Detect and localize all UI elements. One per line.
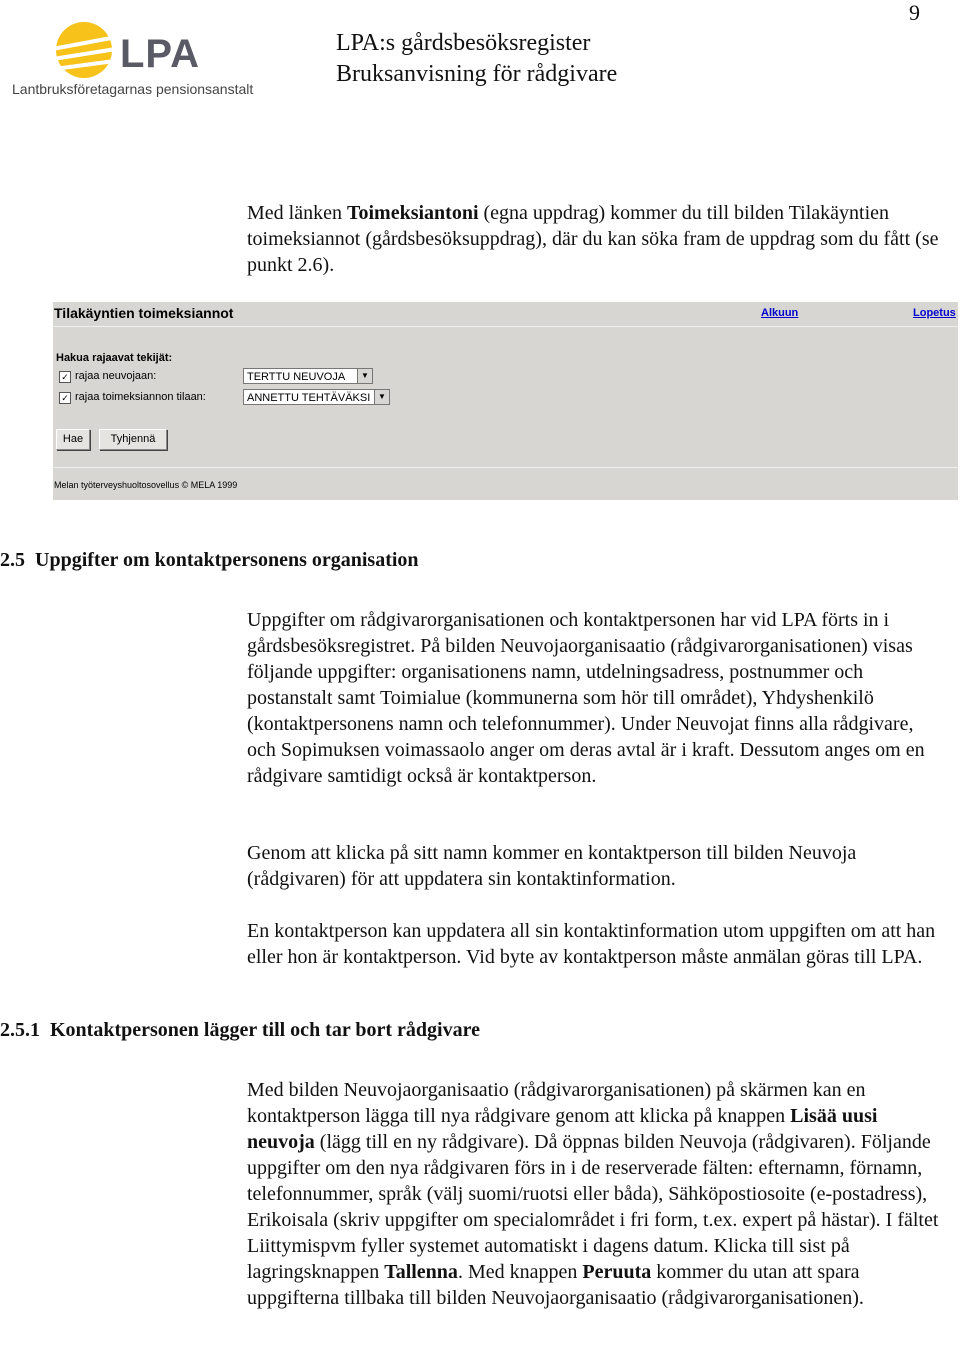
status-select[interactable]: ANNETTU TEHTÄVÄKSI ▼ (243, 389, 390, 405)
tallenna-term: Tallenna (384, 1261, 458, 1283)
chevron-down-icon: ▼ (374, 390, 389, 404)
screen-title: Tilakäyntien toimeksiannot (54, 305, 234, 321)
section-2-5-paragraph-2: Genom att klicka på sitt namn kommer en kontaktperson till bilden Neuvoja (rådgivaren) för att uppdatera sin kontaktinformation. (247, 842, 857, 890)
section-2-5-heading: 2.5 Uppgifter om kontaktpersonens organisation (0, 549, 419, 571)
logo-wordmark: LPA (120, 32, 201, 76)
filter-advisor-label: rajaa neuvojaan: (75, 370, 157, 382)
toimeksiantoni-link-name: Toimeksiantoni (346, 202, 479, 224)
section-2-5-1-heading: 2.5.1 Kontaktpersonen lägger till och tar bort rådgivare (0, 1019, 480, 1041)
page-number: 9 (909, 0, 920, 25)
lopetus-link[interactable]: Lopetus (913, 307, 956, 319)
intro-paragraph: Med länken Toimeksiantoni (egna uppdrag) kommer du till bilden Tilakäyntien toimeksiannot (gårdsbesöksuppdrag), där du kan söka fram de uppdrag som du fått (se punkt 2.6). (247, 202, 939, 276)
document-subtitle: Bruksanvisning för rådgivare (336, 61, 618, 87)
advisor-select[interactable]: TERTTU NEUVOJA ▼ (243, 368, 373, 384)
lpa-logo (8, 14, 278, 100)
search-button[interactable]: Hae (56, 429, 90, 450)
alkuun-link[interactable]: Alkuun (761, 307, 799, 319)
section-2-5-paragraph-1: Uppgifter om rådgivarorganisationen och kontaktpersonen har vid LPA förts in i gårdsbesöksregistret. På bilden Neuvojaorganisaatio (rådgivarorganisationen) visas följande uppgifter: organisationens namn, utdelningsadress, postnummer och postanstalt samt Toimialue (kommunerna som hör till området), Yhdyshenkilö (kontaktpersonens namn och telefonnummer). Under Neuvojat finns alla rådgivare, och Sopimuksen voimassaolo anger om deras avtal är i kraft. Dessutom anges om en rådgivare samtidigt också är kontaktperson. (247, 609, 925, 787)
filter-status-checkbox[interactable]: ✓ (59, 392, 71, 404)
logo-tagline: Lantbruksföretagarnas pensionsanstalt (12, 81, 254, 97)
filter-advisor-checkbox[interactable]: ✓ (59, 371, 71, 383)
section-2-5-1-paragraph: Med bilden Neuvojaorganisaatio (rådgivarorganisationen) på skärmen kan en kontaktperson lägga till nya rådgivare genom att klicka på knappen Lisää uusi neuvoja (lägg till en ny rådgivare). Då öppnas bilden Neuvoja (rådgivaren). Följande uppgifter om den nya rådgivaren förs in i de reserverade fälten: efternamn, förnamn, telefonnummer, språk (välj suomi/ruotsi eller båda), Sähköpostiosoite (e-postadress), Erikoisala (skriv uppgifter om specialområdet i fri form, t.ex. expert på hästar). I fältet Liittymispvm fyller systemet automatiskt i dagens datum. Klicka till sist på lagringsknappen Tallenna. Med knappen Peruuta kommer du utan att spara uppgifterna tillbaka till bilden Neuvojaorganisaatio (rådgivarorganisationen). (247, 1079, 939, 1309)
section-2-5-paragraph-3: En kontaktperson kan uppdatera all sin kontaktinformation utom uppgiften om att han eller hon är kontaktperson. Vid byte av kontaktperson måste anmälan göras till LPA. (247, 920, 936, 968)
screen-footer: Melan työterveyshuoltosovellus © MELA 1999 (54, 480, 238, 490)
chevron-down-icon: ▼ (357, 369, 372, 383)
lisaa-uusi-neuvoja-term: Lisää uusi neuvoja (247, 1105, 878, 1153)
clear-button[interactable]: Tyhjennä (99, 429, 167, 450)
filter-heading: Hakua rajaavat tekijät: (56, 352, 173, 364)
embedded-screenshot (53, 302, 958, 500)
screen-titlebar (53, 302, 958, 327)
document-title: LPA:s gårdsbesöksregister (336, 30, 591, 56)
filter-status-label: rajaa toimeksiannon tilaan: (75, 391, 206, 403)
peruuta-term: Peruuta (582, 1261, 652, 1283)
divider (53, 467, 958, 468)
